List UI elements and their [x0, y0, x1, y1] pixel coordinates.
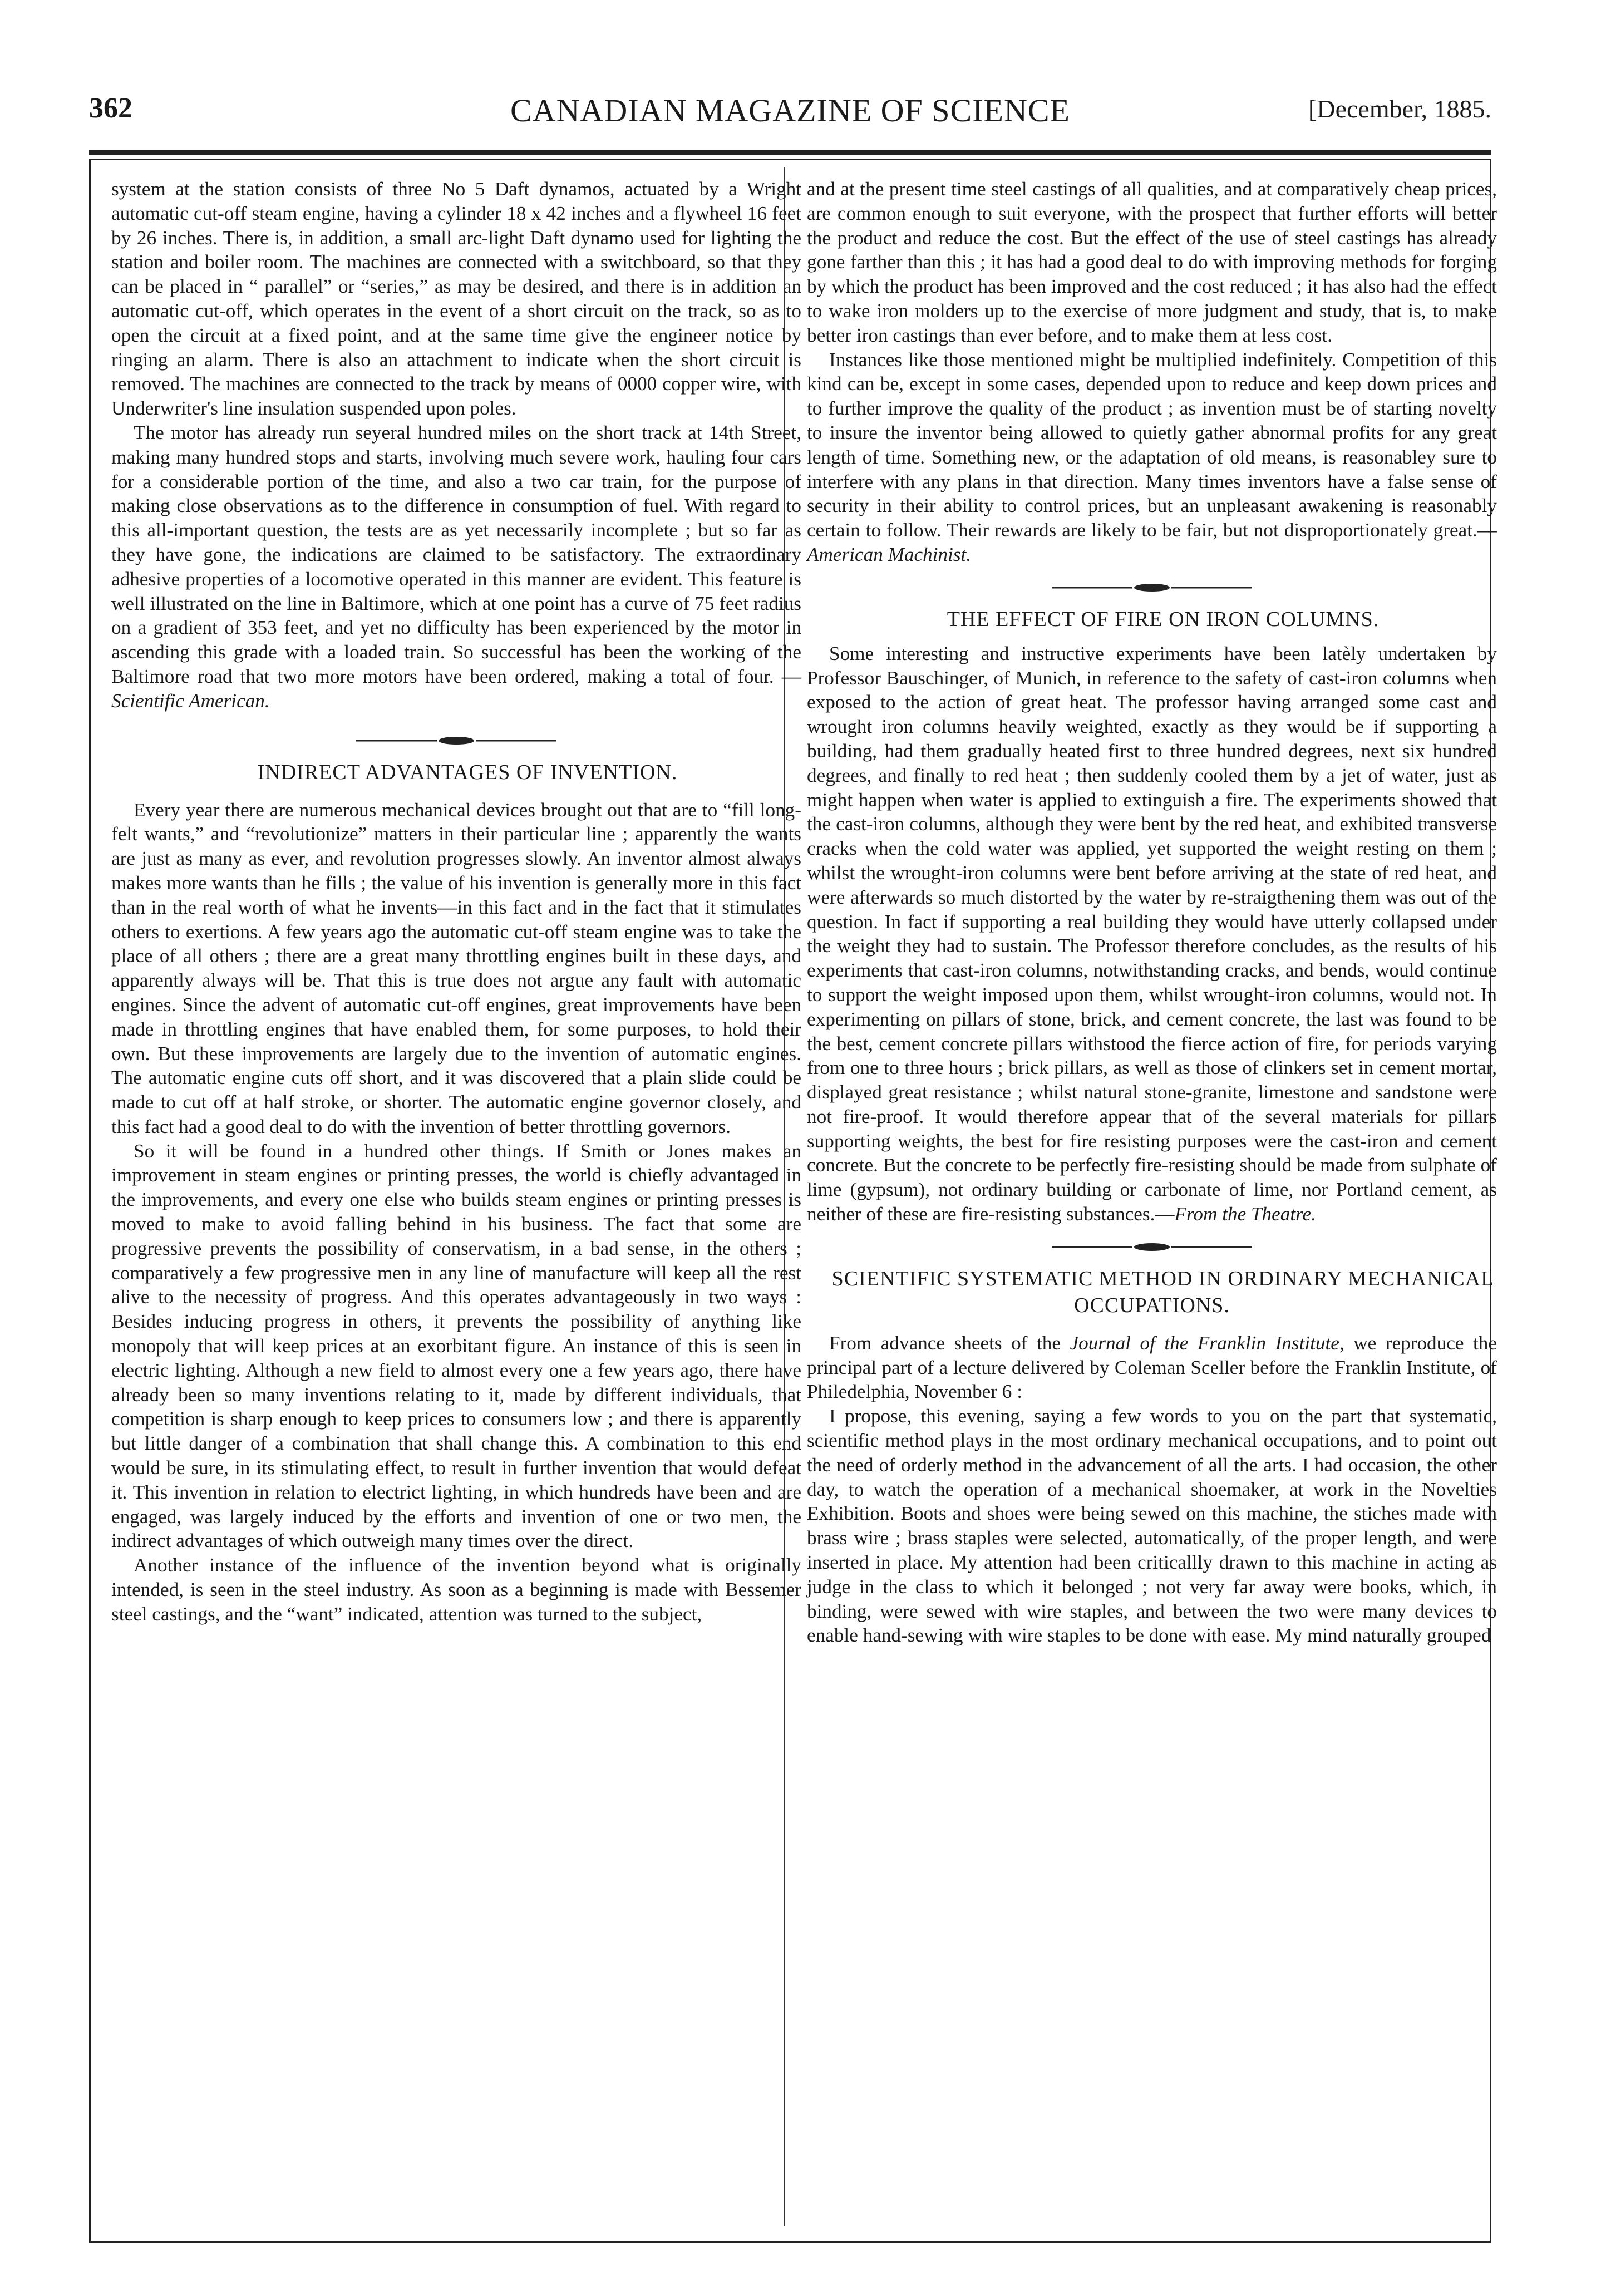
page-number: 362 [89, 92, 132, 124]
article-heading: INDIRECT ADVANTAGES OF INVENTION. [257, 760, 678, 784]
paragraph-text: Some interesting and instructive experiments have been latèly undertaken by Professor Bauschinger, of Munich, in reference to the safety of cast-iron columns when exposed to the action of great heat. The professor having arranged some cast and wrought iron columns heavily weighted, exactly as they would be if supporting a building, had them gradually heated first to three hundred degrees, next six hundred degrees, and finally to red heat ; then suddenly cooled them by a jet of water, just as might happen when water is applied to extinguish a fire. The experiments showed that the cast-iron columns, although they were bent by the red heat, and exhibited transverse cracks when the cold water was applied, yet supported the weight resting on them ; whilst the wrought-iron columns were bent before arriving at the state of red heat, and were afterwards so much distorted by the water by re-straigthening them was out of the question. In fact if supporting a real building they would have utterly collapsed under the weight they had to sustain. The Professor therefore concludes, as the results of his experiments that cast-iron columns, notwithstanding cracks, and bends, would continue to support the weight imposed upon them, whilst wrought-iron columns, would not. In experimenting on pillars of stone, brick, and cement concrete, the last was found to be the best, cement concrete pillars withstood the fierce action of fire, for periods varying from one to three hours ; brick pillars, as well as those of clinkers set in cement mortar, displayed great resistance ; whilst natural stone-granite, limestone and sandstone were not fire-proof. It would therefore appear that of the several materials for pillars supporting weights, the best for fire resisting purposes were the cast-iron and cement concrete. But the concrete to be perfectly fire-resisting should be made from sulphate of lime (gypsum), not ordinary building or carbonate of lime, nor Portland cement, as neither of these are fire-resisting substances.— [807, 642, 1497, 1225]
paragraph: Every year there are numerous mechanical devices brought out that are to “fill long-felt wants,” and “revolutionize” matters in their particular line ; apparently the wants are just as many as ever, and revolution progresses slowly. An inventor almost always makes more wants than he fills ; the value of his invention is generally more in this fact than in the real worth of what he invents—in this fact and in the fact that it stimulates others to exertions. A few years ago the automatic cut-off steam engine was to take the place of all others ; there are a great many throttling engines built in these days, and apparently always will be. That this is true does not argue any fault with automatic engines. Since the advent of automatic cut-off engines, great improvements have been made in throttling engines that have enabled them, for some purposes, to hold their own. But these improvements are largely due to the invention of automatic engines. The automatic engine cuts off short, and it was discovered that a plain slide could be made to cut off at half stroke, or shorter. The automatic engine governor closely, and this fact had a good deal to do with the invention of better throttling governors. [111, 799, 801, 1137]
source-credit: From the Theatre. [1174, 1203, 1316, 1225]
ornament-rule-icon [356, 735, 556, 747]
paragraph [807, 348, 1497, 567]
paragraph-text: we reproduce the principal part of a lecture delivered by Coleman Sceller before the Franklin Institute, of Philedelphia, November 6 : [807, 1332, 1497, 1403]
left-column [111, 177, 801, 1627]
ornament-rule-icon [1052, 1241, 1252, 1253]
paragraph-text: The motor has already run seyeral hundred miles on the short track at 14th Street, making many hundred stops and starts, involving much severe work, hauling four cars for a considerable portion of the time, and also a two car train, for the purpose of making close observations as to the difference in consumption of fuel. With regard to this all-important question, the tests are as yet necessarily incomplete ; but so far as they have gone, the indications are claimed to be satisfactory. The extraordinary adhesive properties of a locomotive operated in this manner are evident. This feature is well illustrated on the line in Baltimore, which at one point has a curve of 75 feet radius on a gradient of 353 feet, and yet no difficulty has been experienced by the motor in ascending this grade with a loaded train. So successful has been the working of the Baltimore road that two more motors have been ordered, making a total of four. — [111, 421, 801, 687]
right-column [807, 177, 1497, 1648]
source-credit: Scientific American. [111, 689, 270, 712]
journal-title: Journal of the Franklin Institute, [1070, 1332, 1344, 1354]
article-heading: SCIENTIFIC SYSTEMATIC METHOD IN ORDINARY MECHANICAL OCCUPATIONS. [831, 1267, 1495, 1317]
paragraph: Another instance of the influence of the invention beyond what is originally intended, is seen in the steel industry. As soon as a beginning is made with Bessemer steel castings, and the “want” indicated, attention was turned to the subject, [111, 1554, 801, 1625]
section-ornament [111, 735, 801, 747]
paragraph-text: Instances like those mentioned might be multiplied indefinitely. Competition of this kind can be, except in some cases, depended upon to reduce and keep down prices and to further improve the quality of the product ; as invention must be of starting novelty to insure the inventor being allowed to quietly gather abnormal profits for any great length of time. Something new, or the adaptation of old means, is reasonabley sure to interfere with any plans in that direction. Many times inventors have a false sense of security in their ability to control prices, but an unpleasant awakening is reasonably certain to follow. Their rewards are likely to be fair, but not disproportionately great.— [807, 348, 1497, 541]
magazine-title: CANADIAN MAGAZINE OF SCIENCE [510, 92, 1070, 129]
paragraph [111, 421, 801, 713]
paragraph [807, 642, 1497, 1226]
ornament-rule-icon [1052, 582, 1252, 594]
paragraph: I propose, this evening, saying a few words to you on the part that systematic, scientific method plays in the most ordinary mechanical occupations, and to point out the need of orderly method in the advancement of all the arts. I had occasion, the other day, to watch the operation of a mechanical shoemaker, at work in the Novelties Exhibition. Boots and shoes were being sewed on this machine, the stiches made with brass wire ; brass staples were selected, automatically, of the proper length, and were inserted in place. My attention had been criticallly drawn to this machine in acting as judge in the class to which it belonged ; not very far away were books, which, in binding, were sewed with wire staples, and between the two were many devices to enable hand-sewing with wire staples to be done with ease. My mind naturally grouped [807, 1405, 1497, 1647]
paragraph [807, 1331, 1497, 1404]
header-rule [89, 150, 1491, 155]
article-heading: THE EFFECT OF FIRE ON IRON COLUMNS. [947, 607, 1380, 631]
section-ornament [807, 582, 1497, 594]
source-credit: American Machinist. [807, 543, 972, 565]
page-header [89, 92, 1491, 136]
issue-date: [December, 1885. [1308, 95, 1491, 123]
section-ornament [807, 1241, 1497, 1253]
paragraph: So it will be found in a hundred other things. If Smith or Jones makes an improvement in steam engines or printing presses, the world is chiefly advantaged in the improvements, and every one else who builds steam engines or printing presses is moved to make to avoid falling behind in his business. The fact that some are progressive prevents the possibility of conservatism, in a bad sense, in the others ; comparatively a few progressive men in any line of manufacture will keep all the rest alive to the necessity of progress. And this operates advantageously in two ways : Besides inducing progress in others, it prevents the possibility of anything like monopoly that will keep prices at an exorbitant figure. An instance of this is seen in electric lighting. Although a new field to almost every one a few years ago, there have already been so many inventions relating to it, made by different individuals, that competition is sharp enough to keep prices to consumers low ; and there is apparently but little danger of a combination that shall change this. A combination to this end would be sure, in its stimulating effect, to result in further invention that would defeat it. This invention in relation to electrict lighting, in which hundreds have been and are engaged, was largely induced by the efforts and invention of one or two men, the indirect advantages of which outweigh many times over the direct. [111, 1140, 801, 1552]
paragraph-text: From advance sheets of the [829, 1332, 1070, 1354]
paragraph: system at the station consists of three No 5 Daft dynamos, actuated by a Wright automatic cut-off steam engine, having a cylinder 18 x 42 inches and a flywheel 16 feet by 26 inches. There is, in addition, a small arc-light Daft dynamo used for lighting the station and boiler room. The machines are connected with a switchboard, so that they can be placed in “ parallel” or “series,” as may be desired, and there is in addition an automatic cut-off, which operates in the event of a short circuit on the track, so as to open the circuit at a fixed point, and at the same time give the engineer notice by ringing an alarm. There is also an attachment to indicate when the short circuit is removed. The machines are connected to the track by means of 0000 copper wire, with Underwriter's line insulation suspended upon poles. [111, 178, 801, 420]
paragraph: and at the present time steel castings of all qualities, and at comparatively cheap prices, are common enough to suit everyone, with the prospect that further efforts will better the product and reduce the cost. But the effect of the use of steel castings has already gone farther than this ; it has had a good deal to do with improving methods for forging by which the product has been improved and the cost reduced ; it has also had the effect to wake iron molders up to the exercise of more judgment and study, that is, to make better iron castings than ever before, and to make them at less cost. [807, 178, 1497, 346]
